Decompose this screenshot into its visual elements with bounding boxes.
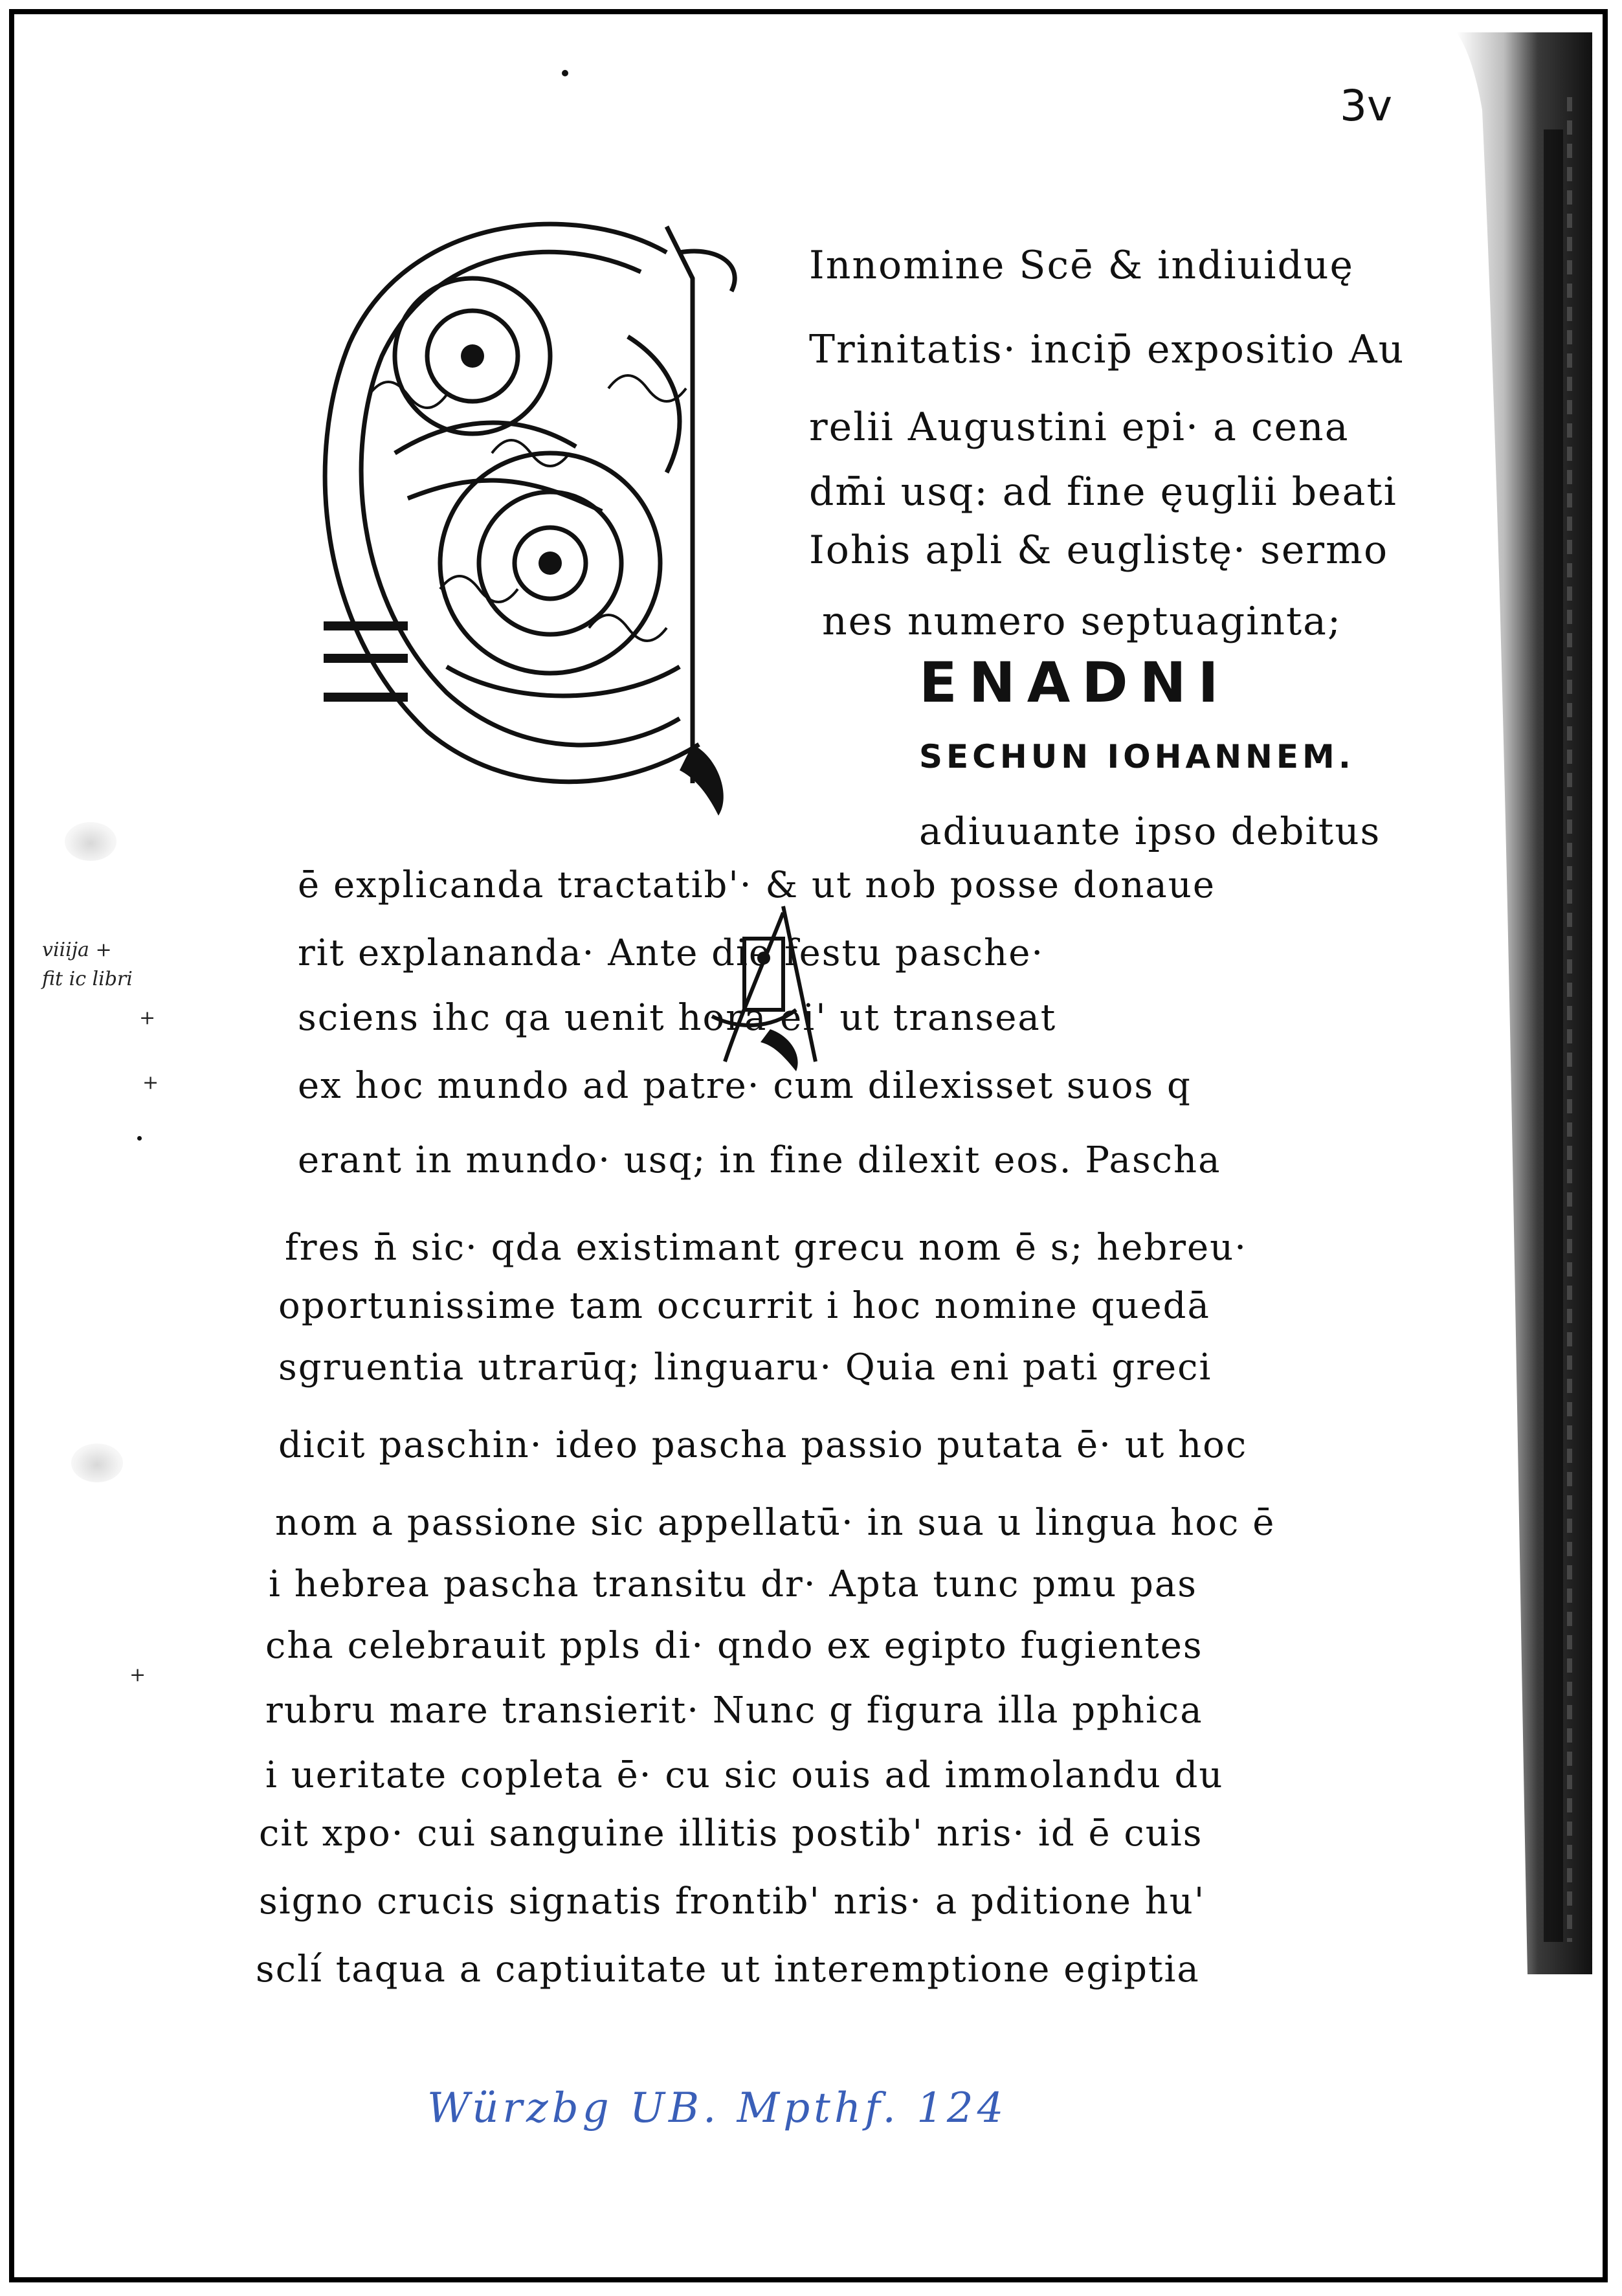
body-line: signo crucis signatis frontib' nris· a pditione hu' — [259, 1880, 1206, 1923]
punch-hole — [71, 1443, 123, 1482]
body-line: cha celebrauit ppls di· qndo ex egipto fugientes — [265, 1625, 1203, 1667]
body-line: erant in mundo· usq; in fine dilexit eos. Pascha — [298, 1139, 1221, 1181]
opening-line: Iohis apli & euglistę· sermo — [809, 528, 1389, 573]
punch-hole — [65, 822, 117, 861]
margin-mark: + — [139, 1007, 156, 1029]
body-line: fres n̄ sic· qda existimant grecu nom ē s; hebreu· — [285, 1227, 1248, 1269]
heading-title: ENADNI — [919, 651, 1230, 715]
heading-subtitle: SECHUN IOHANNEM. — [919, 738, 1355, 775]
body-line: oportunissime tam occurrit i hoc nomine quedā — [278, 1285, 1210, 1327]
ink-dot — [562, 70, 568, 76]
body-line: nom a passione sic appellatū· in sua u lingua hoc ē — [275, 1502, 1276, 1544]
ink-dot — [137, 1136, 142, 1141]
decorated-initial-icon — [278, 175, 803, 822]
body-line: rubru mare transierit· Nunc g figura illa pphica — [265, 1689, 1203, 1732]
body-line: sgruentia utrarūq; linguaru· Quia eni pati greci — [278, 1346, 1212, 1388]
shelfmark-caption: Würzbg UB. Mpthf. 124 — [427, 2084, 1008, 2132]
margin-note: fit ic libri — [42, 968, 133, 990]
opening-line: Innomine Scē & indiuiduę — [809, 243, 1355, 288]
body-line: ex hoc mundo ad patre· cum dilexisset suos q — [298, 1065, 1192, 1107]
body-line: rit explananda· Ante die festu pasche· — [298, 932, 1045, 974]
folio-number: 3v — [1340, 81, 1393, 131]
body-line: adiuuante ipso debitus — [919, 809, 1381, 853]
opening-line: Trinitatis· incip̄ expositio Au — [809, 327, 1405, 372]
margin-mark: + — [129, 1664, 146, 1686]
margin-note: viiija + — [42, 939, 112, 961]
body-line: i ueritate copleta ē· cu sic ouis ad immolandu du — [265, 1754, 1224, 1796]
margin-mark: + — [142, 1071, 159, 1094]
body-line: sciens ihc qa uenit hora ei' ut transeat — [298, 997, 1057, 1039]
binding-shadow — [1456, 32, 1592, 1974]
small-initial-icon — [699, 900, 828, 1075]
opening-line: relii Augustini epi· a cena — [809, 405, 1350, 450]
body-line: dicit paschin· ideo pascha passio putata ē· ut hoc — [278, 1424, 1248, 1466]
body-line: sclí taqua a captiuitate ut interemptione egiptia — [256, 1948, 1200, 1990]
body-line: i hebrea pascha transitu dr· Apta tunc pmu pas — [269, 1563, 1197, 1605]
body-line: ē explicanda tractatib'· & ut nob posse donaue — [298, 864, 1216, 906]
body-line: cit xpo· cui sanguine illitis postib' nris· id ē cuis — [259, 1812, 1203, 1855]
opening-line: nes numero septuaginta; — [822, 599, 1342, 644]
opening-line: dm̄i usq: ad fine ęuglii beati — [809, 469, 1397, 515]
